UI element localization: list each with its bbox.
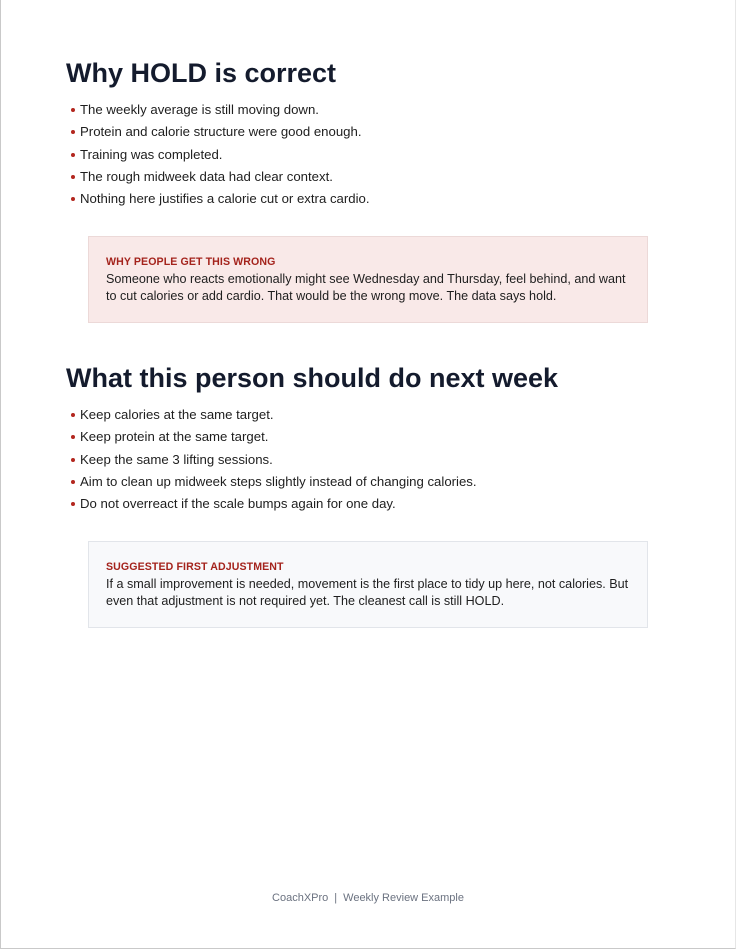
list-item: Training was completed. (71, 144, 370, 166)
warning-callout (88, 236, 648, 323)
list-item: Aim to clean up midweek steps slightly instead of changing calories. (71, 471, 477, 493)
suggestion-callout (88, 541, 648, 628)
why-hold-bullet-list (71, 99, 370, 210)
list-item: Keep protein at the same target. (71, 426, 477, 448)
list-item: The weekly average is still moving down. (71, 99, 370, 121)
next-week-bullet-list (71, 404, 477, 515)
callout-title: SUGGESTED FIRST ADJUSTMENT (106, 561, 284, 573)
footer-label: Weekly Review Example (343, 892, 464, 904)
callout-title: WHY PEOPLE GET THIS WRONG (106, 256, 276, 268)
section-heading-why-hold: Why HOLD is correct (66, 58, 337, 88)
list-item: Do not overreact if the scale bumps again for one day. (71, 493, 477, 515)
list-item: Protein and calorie structure were good enough. (71, 121, 370, 143)
list-item: The rough midweek data had clear context. (71, 166, 370, 188)
callout-body: If a small improvement is needed, movement is the first place to tidy up here, not calories. But even that adjustment is not required yet. The cleanest call is still HOLD. (106, 577, 629, 608)
page-footer (1, 892, 735, 904)
list-item: Keep the same 3 lifting sessions. (71, 449, 477, 471)
footer-separator: | (334, 892, 338, 904)
list-item: Keep calories at the same target. (71, 404, 477, 426)
footer-brand: CoachXPro (272, 892, 329, 904)
list-item: Nothing here justifies a calorie cut or extra cardio. (71, 188, 370, 210)
section-heading-next-week: What this person should do next week (66, 363, 559, 393)
callout-body: Someone who reacts emotionally might see Wednesday and Thursday, feel behind, and want to cut calories or add cardio. That would be the wrong move. The data says hold. (106, 272, 626, 303)
